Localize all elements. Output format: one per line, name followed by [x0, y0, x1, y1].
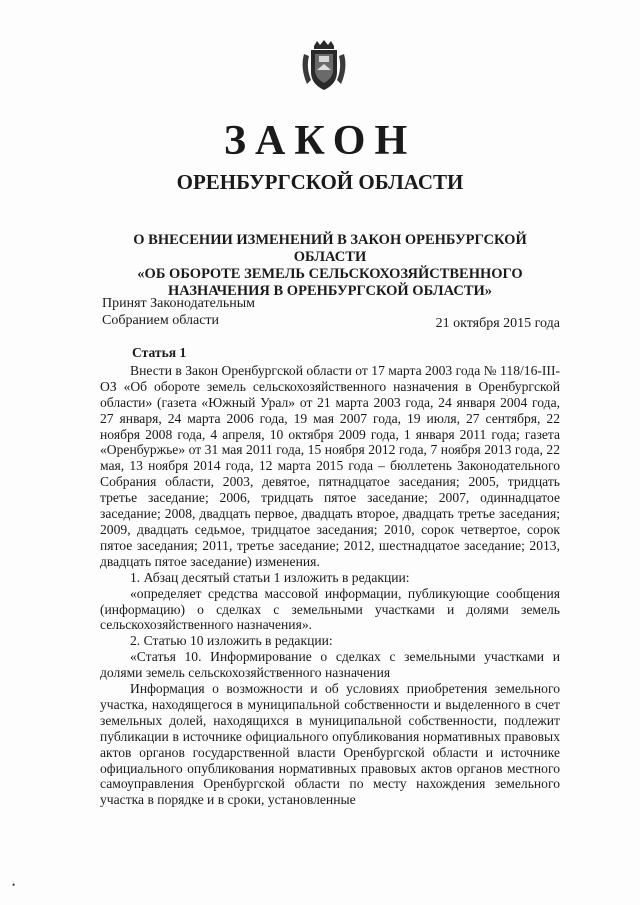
- law-subject: [100, 232, 560, 300]
- article-title: Статья 1: [132, 345, 187, 360]
- adoption-date: 21 октября 2015 года: [435, 316, 560, 331]
- article-paragraph: «определяет средства массовой информации, публикующие сообщения (информацию) о сделках с земельными участками и долями земель сельскохозяйственного назначения».: [100, 585, 560, 633]
- article-paragraph: Внести в Закон Оренбургской области от 17 марта 2003 года № 118/16-III-ОЗ «Об обороте земель сельскохозяйственного назначения в Оренбургской области» (газета «Южный Урал» от 21 марта 2003 года, 24 января 2004 года, 27 января, 24 марта 2006 года, 19 мая 2007 года, 19 июля, 27 сентября, 22 ноября 2008 года, 4 апреля, 10 октября 2009 года, 1 января 2011 года; газета «Оренбуржье» от 31 мая 2011 года, 15 ноября 2012 года, 7 ноября 2013 года, 22 мая, 13 ноября 2014 года, 12 марта 2015 года – бюллетень Законодательного Собрания области, 2003, девятое, пятнадцатое заседания; 2005, тридцать третье заседание; 2006, тридцать пятое заседание; 2007, одиннадцатое заседание; 2008, двадцать первое, двадцать второе, двадцать третье заседания; 2009, двадцать седьмое, тридцатое заседания; 2010, сорок четвертое, сорок пятое заседания; 2011, третье заседание; 2012, шестнадцатое заседание; 2013, двадцать пятое заседание) изменения.: [100, 362, 560, 569]
- scan-speck: •: [12, 880, 16, 890]
- article-paragraph: Информация о возможности и об условиях приобретения земельного участка, находящегося в муниципальной собственности и выделенного в счет земельных долей, находящихся в муниципальной собственности, подлежит публикации в источнике официального опубликования нормативных правовых актов органов государственной власти Оренбургской области и источнике официального опубликования нормативных правовых актов органов местного самоуправления Оренбургской области по месту нахождения земельного участка в порядке и в сроки, установленные: [100, 681, 560, 808]
- adoption-line: Собранием области: [102, 313, 220, 328]
- article-paragraph: «Статья 10. Информирование о сделках с земельными участками и долями земель сельскохозяйственного назначения: [100, 649, 560, 681]
- subject-line: О ВНЕСЕНИИ ИЗМЕНЕНИЙ В ЗАКОН ОРЕНБУРГСКОЙ ОБЛАСТИ: [133, 232, 527, 265]
- subject-line: НАЗНАЧЕНИЯ В ОРЕНБУРГСКОЙ ОБЛАСТИ»: [167, 283, 493, 299]
- article-paragraph: 1. Абзац десятый статьи 1 изложить в редакции:: [130, 569, 410, 585]
- law-title: ЗАКОН: [223, 118, 417, 164]
- coat-of-arms-icon: [299, 40, 349, 92]
- adoption-line: Принят Законодательным: [102, 296, 255, 311]
- adoption-info: [102, 295, 255, 329]
- subject-line: «ОБ ОБОРОТЕ ЗЕМЕЛЬ СЕЛЬСКОХОЗЯЙСТВЕННОГО: [137, 266, 523, 282]
- region-name: ОРЕНБУРГСКОЙ ОБЛАСТИ: [176, 170, 464, 194]
- article-paragraph: 2. Статью 10 изложить в редакции:: [130, 633, 333, 649]
- article-body: [100, 345, 560, 808]
